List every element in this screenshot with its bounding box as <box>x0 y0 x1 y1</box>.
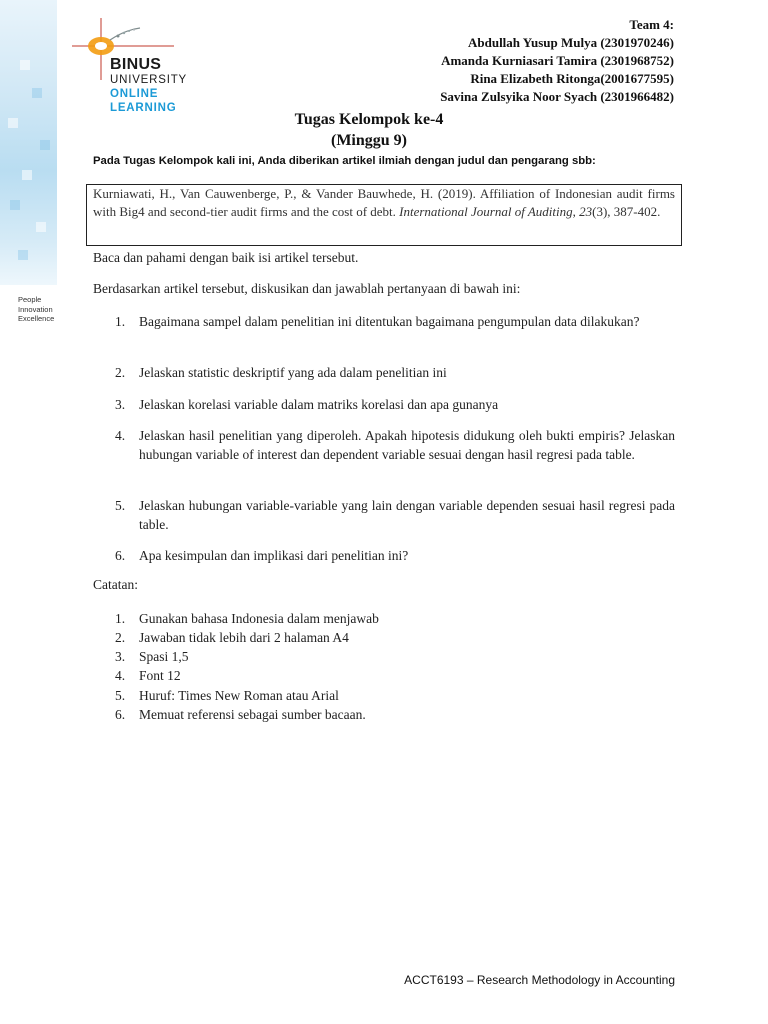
reference-citation <box>93 185 675 220</box>
logo-text-online: ONLINE <box>110 88 159 100</box>
question-item <box>93 496 675 534</box>
notes-label: Catatan: <box>93 577 138 592</box>
reference-authors: Kurniawati, H., Van Cauwenberge, P., & Vander Bauwhede, H. (2019). Affiliation of Indonesian audit firms with Big4 and second-tier audit firms and the cost of debt. <box>93 186 675 219</box>
question-text: Jelaskan statistic deskriptif yang ada dalam penelitian ini <box>139 365 447 380</box>
instruction-discuss: Berdasarkan artikel tersebut, diskusikan dan jawablah pertanyaan di bawah ini: <box>93 281 521 296</box>
binus-logo <box>70 18 190 118</box>
note-number: 2. <box>115 630 126 645</box>
question-item <box>93 363 675 382</box>
note-item <box>93 609 675 628</box>
note-number: 4. <box>115 668 126 683</box>
page-footer: ACCT6193 – Research Methodology in Accounting <box>404 973 675 987</box>
note-item <box>93 705 675 724</box>
reference-journal: International Journal of Auditing <box>399 203 573 219</box>
note-item <box>93 666 675 685</box>
logo-text-university: UNIVERSITY <box>110 74 188 86</box>
tagline-line: People <box>18 295 42 304</box>
team-member: Abdullah Yusup Mulya (2301970246) <box>467 35 674 50</box>
question-item <box>93 312 675 331</box>
note-item <box>93 686 675 705</box>
note-text: Jawaban tidak lebih dari 2 halaman A4 <box>139 630 349 645</box>
reference-separator: , <box>572 203 580 219</box>
team-member: Amanda Kurniasari Tamira (2301968752) <box>441 53 674 68</box>
tagline-line: Innovation <box>18 304 53 314</box>
page-title: Tugas Kelompok ke-4 <box>294 111 444 128</box>
logo-text-learning: LEARNING <box>110 102 177 114</box>
note-number: 5. <box>115 688 126 703</box>
question-number: 5. <box>115 498 126 513</box>
question-text: Jelaskan hasil penelitian yang diperoleh. Apakah hipotesis didukung oleh bukti empiris? Jelaskan hubungan variable of interest dan dependent variable sesuai dengan hasil regresi pada table. <box>139 428 675 462</box>
question-item <box>93 546 675 565</box>
reference-pages: (3), 387-402. <box>592 203 661 219</box>
note-text: Font 12 <box>139 668 181 683</box>
note-item <box>93 628 675 647</box>
team-heading: Team 4: <box>629 17 674 32</box>
question-text: Jelaskan korelasi variable dalam matriks korelasi dan apa gunanya <box>139 397 499 412</box>
question-number: 2. <box>115 365 126 380</box>
note-text: Gunakan bahasa Indonesia dalam menjawab <box>139 611 379 626</box>
note-number: 1. <box>115 611 126 626</box>
note-text: Memuat referensi sebagai sumber bacaan. <box>139 707 366 722</box>
question-number: 4. <box>115 428 126 443</box>
note-item <box>93 647 675 666</box>
question-number: 1. <box>115 314 126 329</box>
question-text: Apa kesimpulan dan implikasi dari penelitian ini? <box>139 548 409 563</box>
note-text: Huruf: Times New Roman atau Arial <box>139 688 339 703</box>
question-text: Bagaimana sampel dalam penelitian ini ditentukan bagaimana pengumpulan data dilakukan? <box>139 314 640 329</box>
team-member: Savina Zulsyika Noor Syach (2301966482) <box>440 89 674 104</box>
note-number: 6. <box>115 707 126 722</box>
team-member: Rina Elizabeth Ritonga(2001677595) <box>470 71 674 86</box>
page-subtitle: (Minggu 9) <box>331 132 407 149</box>
question-text: Jelaskan hubungan variable-variable yang lain dengan variable dependen sesuai hasil regresi pada table. <box>139 498 675 532</box>
reference-volume: 23 <box>579 203 593 219</box>
tagline-line: Excellence <box>18 314 55 323</box>
logo-text-binus: BINUS <box>110 56 162 73</box>
note-number: 3. <box>115 649 126 664</box>
question-item <box>93 426 675 464</box>
reference-box <box>86 184 682 246</box>
question-number: 3. <box>115 397 126 412</box>
question-item <box>93 395 675 414</box>
note-text: Spasi 1,5 <box>139 649 189 664</box>
question-number: 6. <box>115 548 126 563</box>
team-block <box>440 16 674 106</box>
instruction-read: Baca dan pahami dengan baik isi artikel tersebut. <box>93 250 359 265</box>
brand-tagline <box>18 295 54 324</box>
intro-text: Pada Tugas Kelompok kali ini, Anda diberikan artikel ilmiah dengan judul dan pengarang sbb: <box>93 155 596 167</box>
